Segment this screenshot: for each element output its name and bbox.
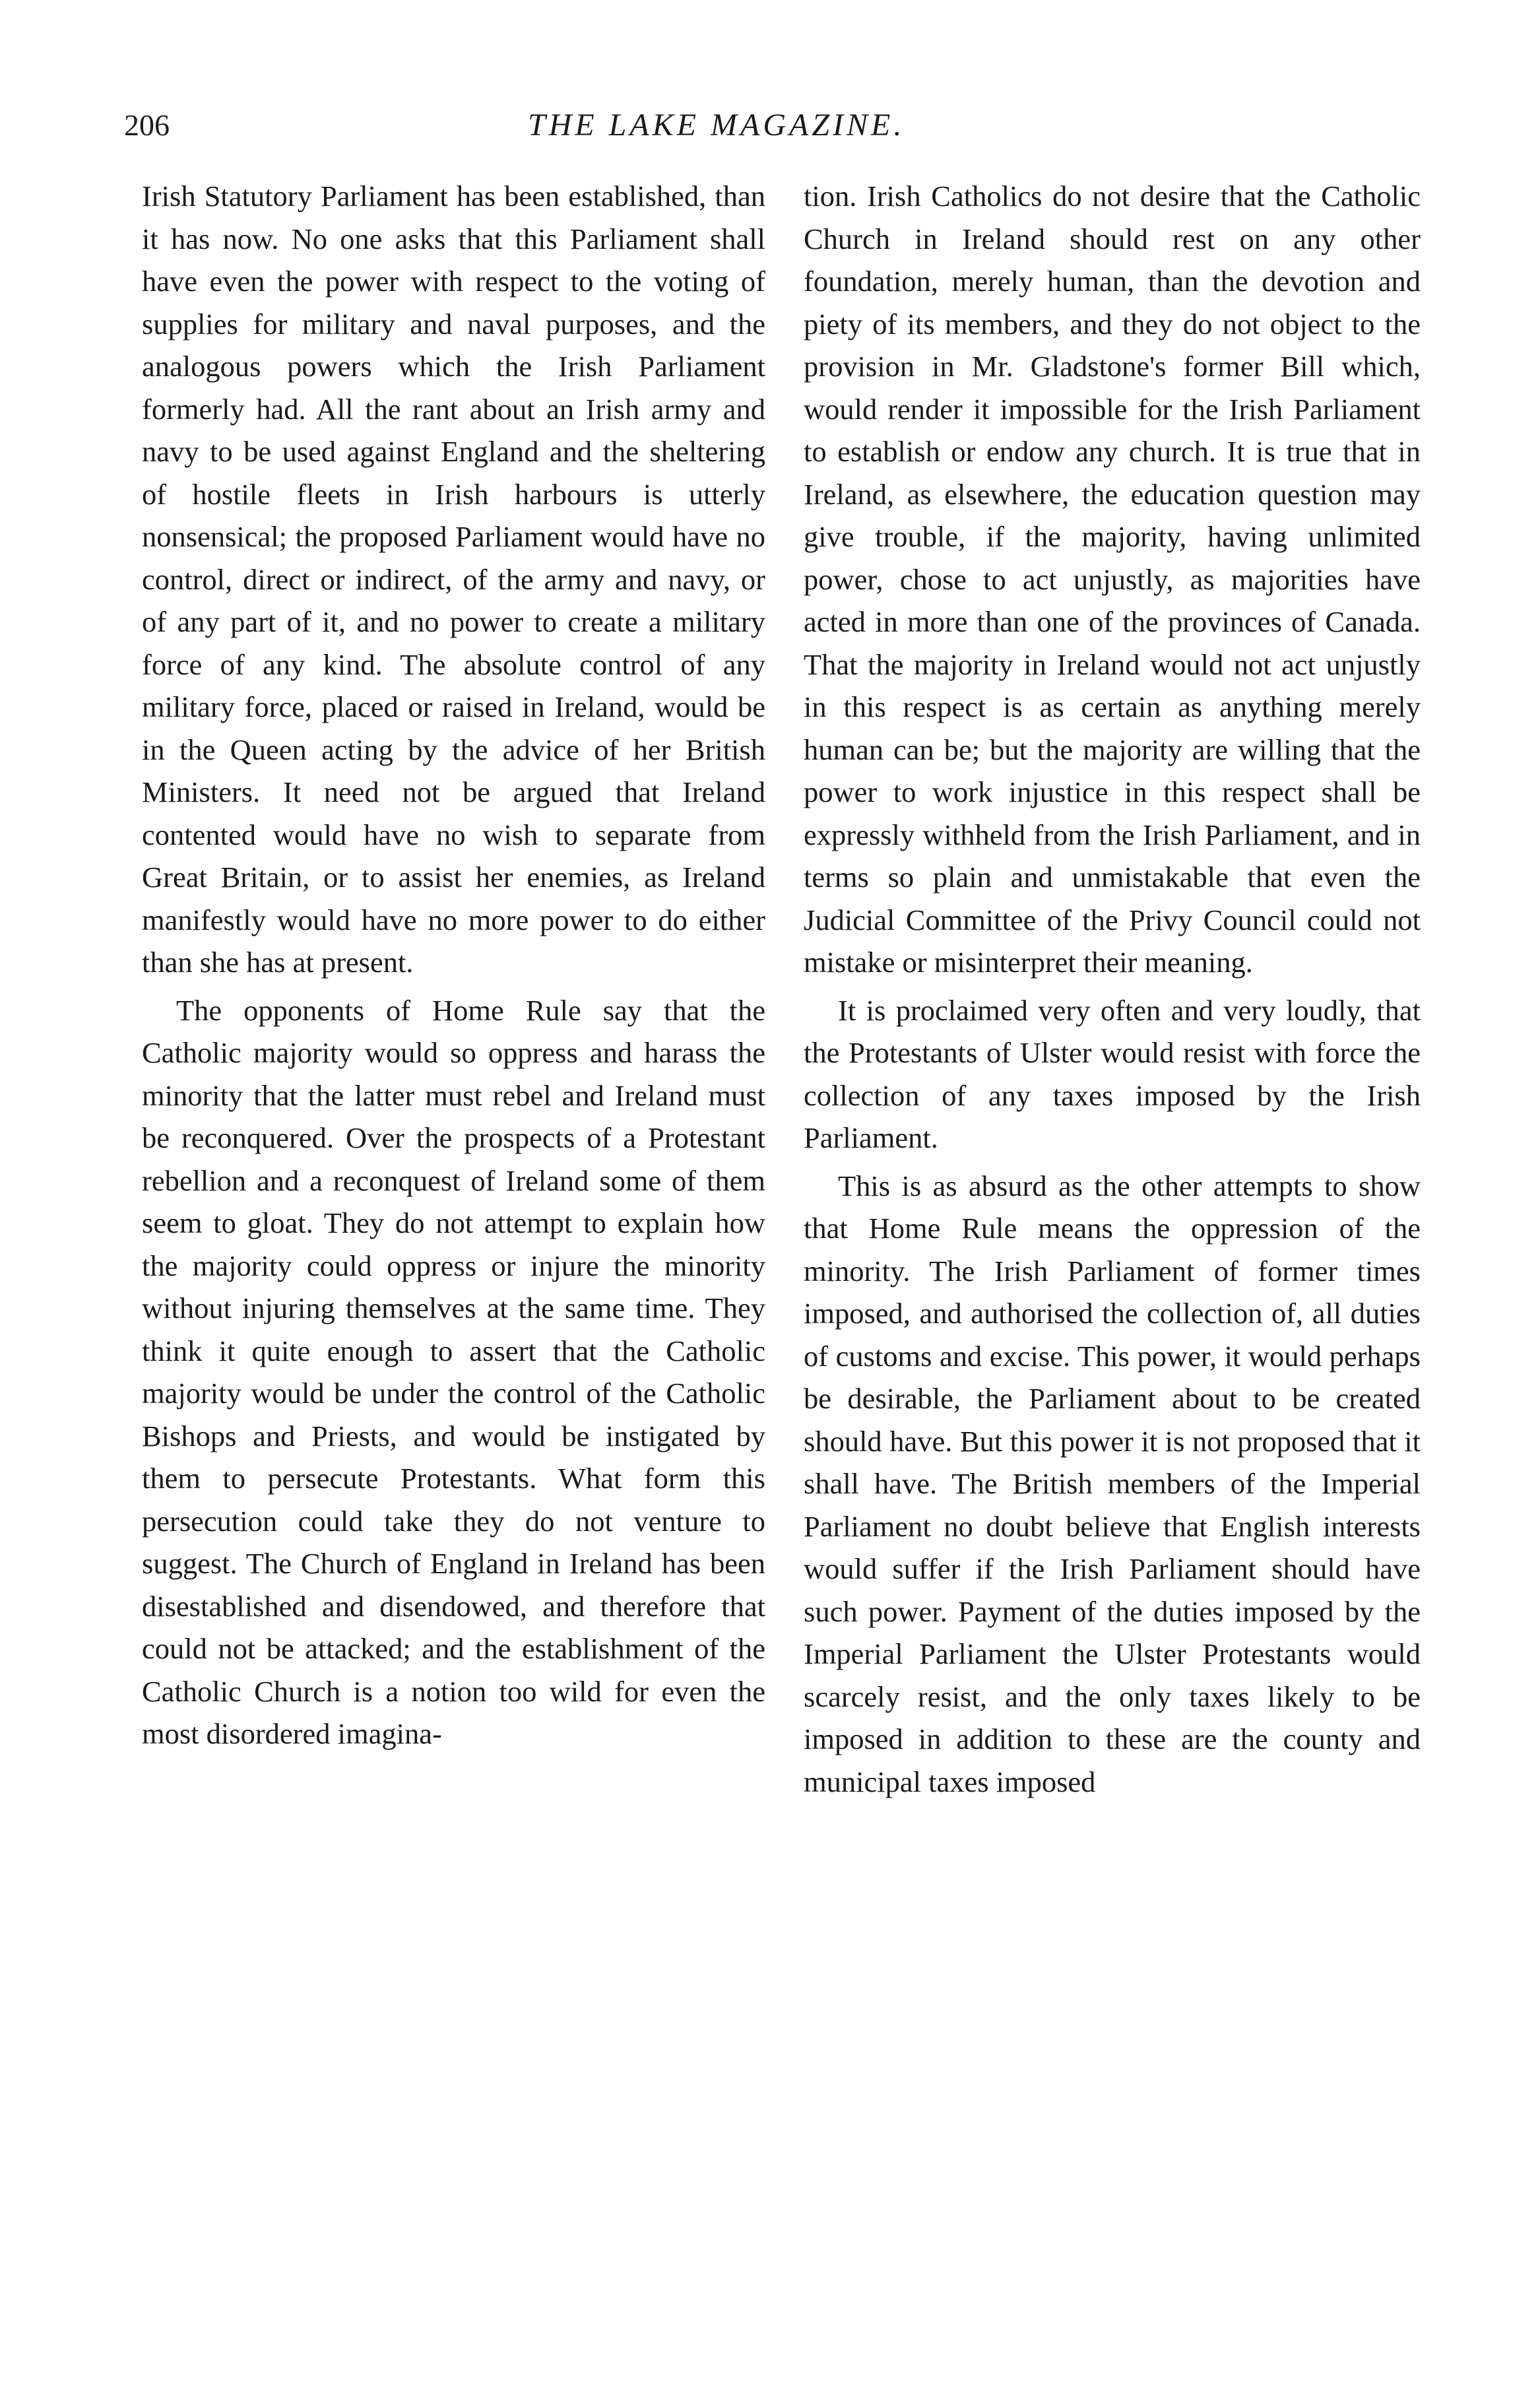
running-title: THE LAKE MAGAZINE. bbox=[528, 108, 905, 143]
left-column bbox=[142, 175, 765, 1755]
paragraph: This is as absurd as the other attempts to show that Home Rule means the oppression of the minority. The Irish Parliament of former times imposed, and authorised the collection of, all duties of customs and excise. This power, it would perhaps be desirable, the Parliament about to be created should have. But this power it is not proposed that it shall have. The British members of the Imperial Parliament no doubt believe that English interests would suffer if the Irish Parliament should have such power. Payment of the duties imposed by the Imperial Parliament the Ulster Protestants would scarcely resist, and the only taxes likely to be imposed in addition to these are the county and municipal taxes imposed bbox=[804, 1169, 1421, 1798]
paragraph: Irish Statutory Parliament has been established, than it has now. No one asks that this Parliament shall have even the power with respect to the voting of supplies for military and naval purposes, and the analogous powers which the Irish Parliament formerly had. All the rant about an Irish army and navy to be used against England and the sheltering of hostile fleets in Irish harbours is utterly nonsensical; the proposed Parliament would have no control, direct or indirect, of the army and navy, or of any part of it, and no power to create a military force of any kind. The absolute control of any military force, placed or raised in Ireland, would be in the Queen acting by the advice of her British Ministers. It need not be argued that Ireland contented would have no wish to separate from Great Britain, or to assist her enemies, as Ireland manifestly would have no more power to do either than she has at present. bbox=[142, 179, 765, 979]
right-column bbox=[804, 175, 1421, 1803]
paragraph: The opponents of Home Rule say that the Catholic majority would so oppress and harass the minority that the latter must rebel and Ireland must be reconquered. Over the prospects of a Protestant rebellion and a reconquest of Ireland some of them seem to gloat. They do not attempt to explain how the majority could oppress or injure the minority without injuring themselves at the same time. They think it quite enough to assert that the Catholic majority would be under the control of the Catholic Bishops and Priests, and would be instigated by them to persecute Protestants. What form this persecution could take they do not venture to suggest. The Church of England in Ireland has been disestablished and disendowed, and therefore that could not be attacked; and the establishment of the Catholic Church is a notion too wild for even the most disordered imagina- bbox=[142, 993, 765, 1750]
page-number: 206 bbox=[124, 108, 170, 142]
paragraph: It is proclaimed very often and very loudly, that the Protestants of Ulster would resist with force the collection of any taxes imposed by the Irish Parliament. bbox=[804, 993, 1421, 1154]
paragraph: tion. Irish Catholics do not desire that the Catholic Church in Ireland should rest on any other foundation, merely human, than the devotion and piety of its members, and they do not object to the provision in Mr. Gladstone's former Bill which, would render it impossible for the Irish Parliament to establish or endow any church. It is true that in Ireland, as elsewhere, the education question may give trouble, if the majority, having unlimited power, chose to act unjustly, as majorities have acted in more than one of the provinces of Canada. That the majority in Ireland would not act unjustly in this respect is as certain as anything merely human can be; but the majority are willing that the power to work injustice in this respect shall be expressly withheld from the Irish Parliament, and in terms so plain and unmistakable that even the Judicial Committee of the Privy Council could not mistake or misinterpret their meaning. bbox=[804, 179, 1421, 979]
